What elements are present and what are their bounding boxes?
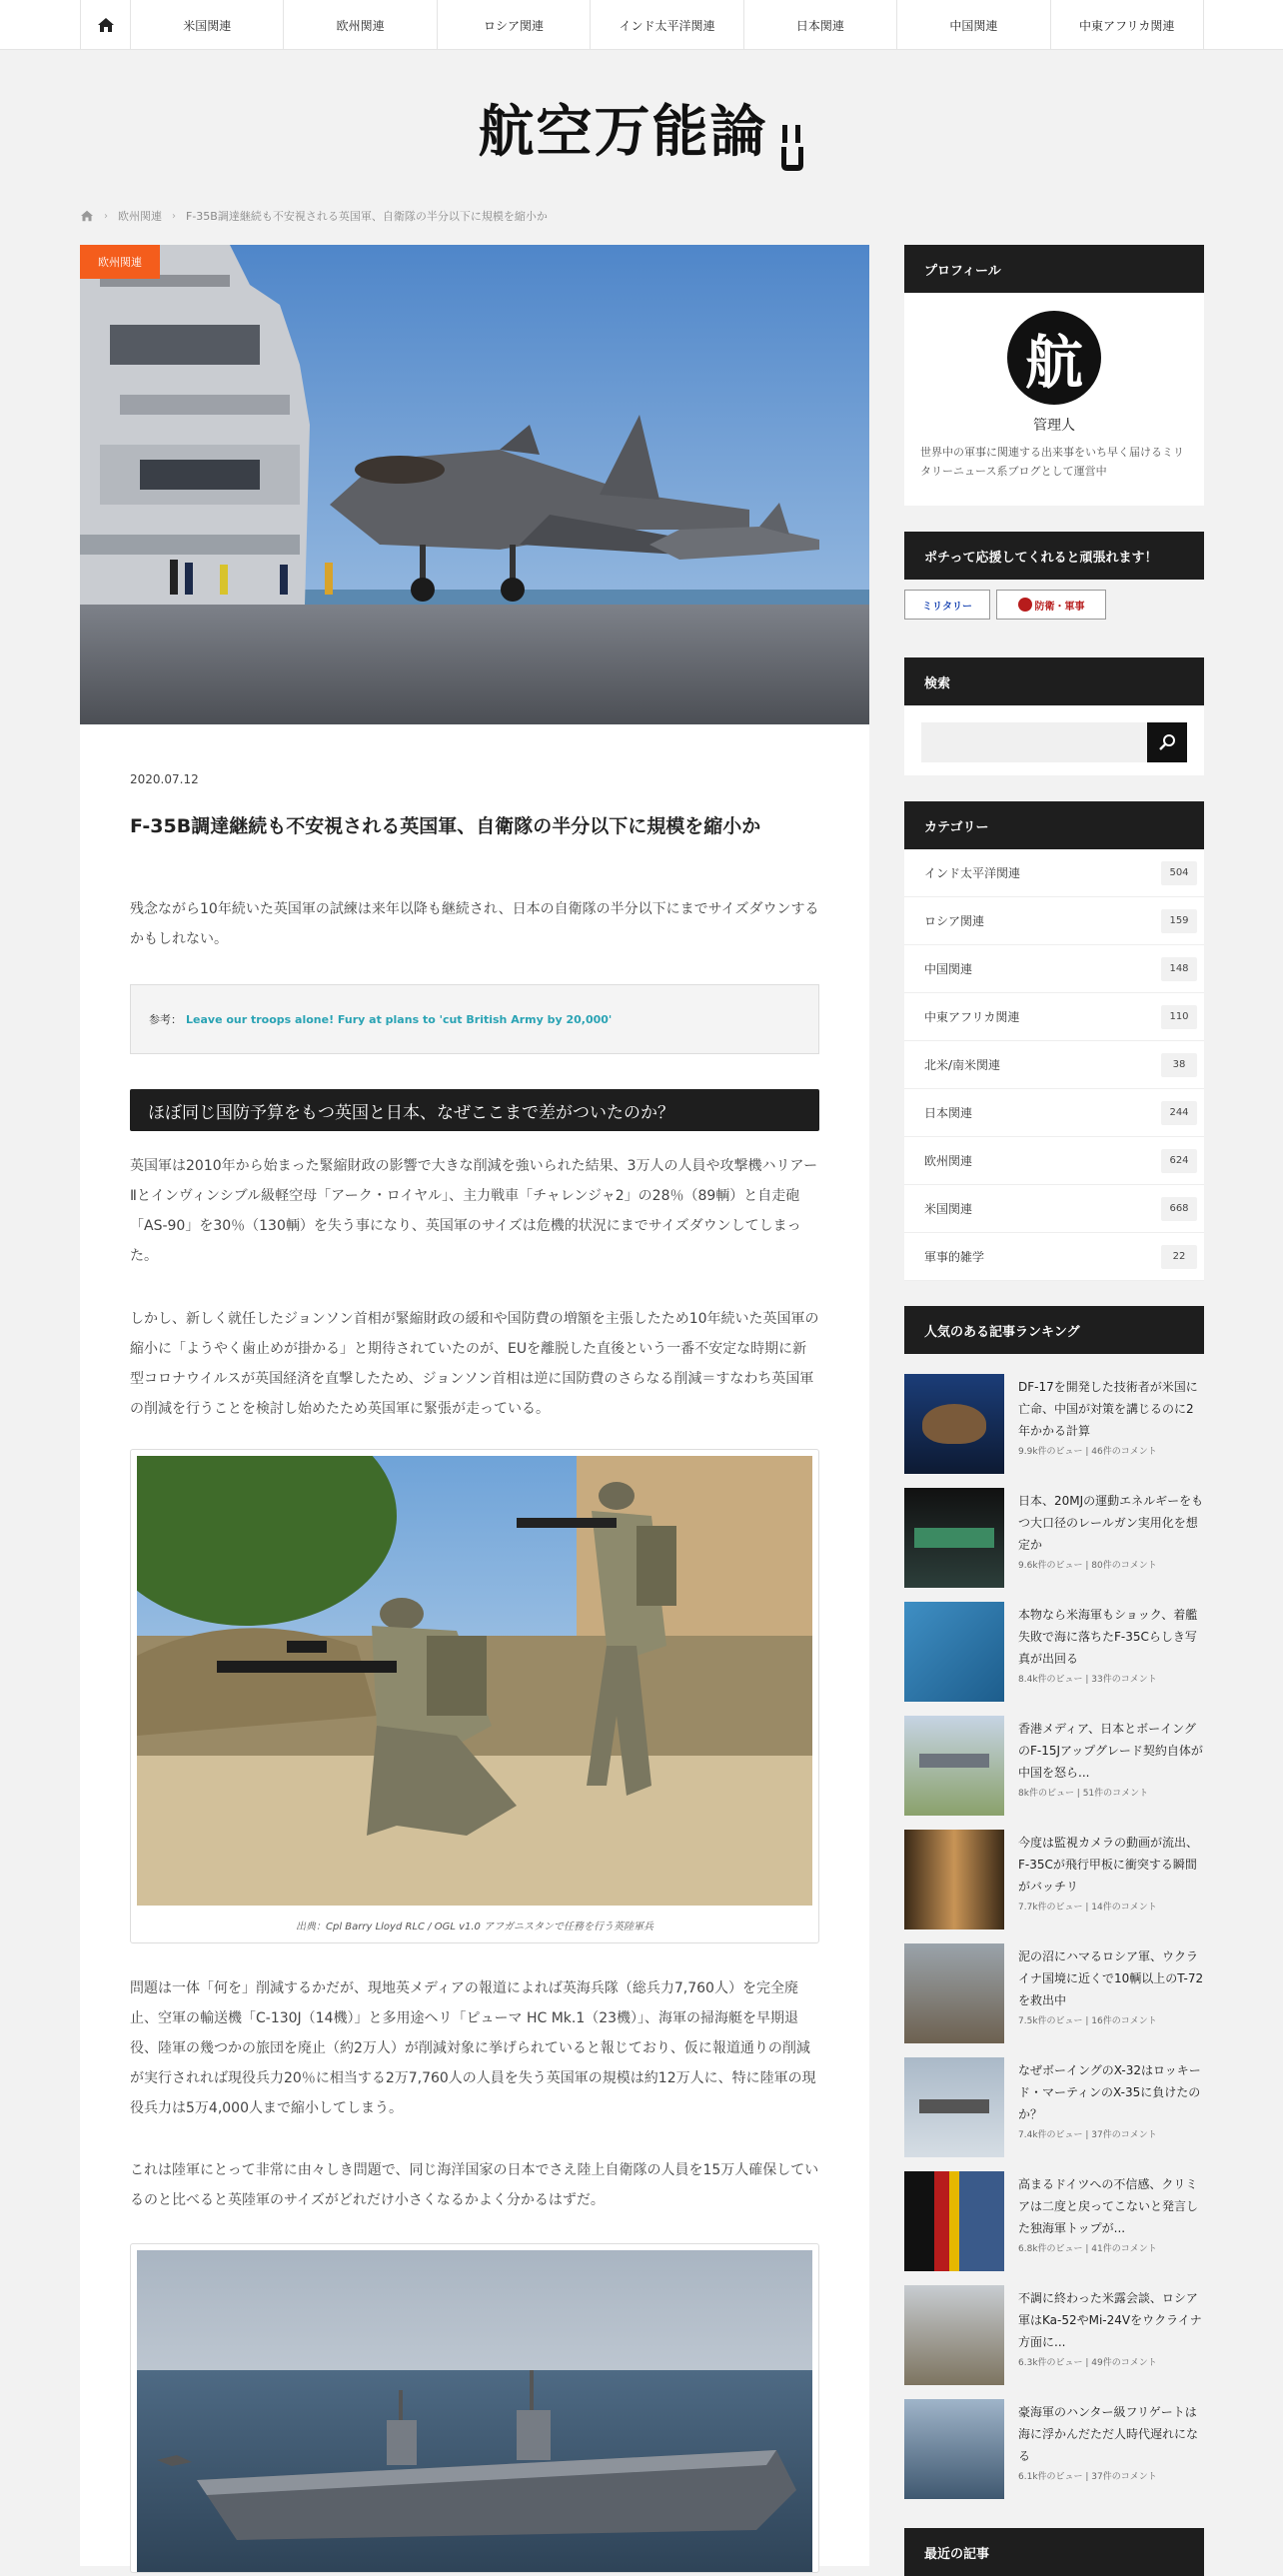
ranking-meta: 7.5k件のビュー | 16件のコメント	[1018, 2016, 1157, 2026]
hero-image	[80, 245, 869, 724]
category-name: 日本関連	[924, 1106, 973, 1120]
figure	[130, 2243, 819, 2573]
category-name: インド太平洋関連	[924, 866, 1021, 880]
nav-item-indo-pacific[interactable]: インド太平洋関連	[591, 0, 743, 50]
breadcrumb-category[interactable]: 欧州関連	[118, 210, 162, 223]
ranking-title: 今度は監視カメラの動画が流出、F-35Cが飛行甲板に衝突する瞬間がバッチリ	[1018, 1836, 1199, 1894]
category-list	[904, 849, 1204, 1281]
paragraph: これは陸軍にとって非常に由々しき問題で、同じ海洋国家の日本でさえ陸上自衛隊の人員を15万人確保しているのと比べると英陸軍のサイズがどれだけ小さくなるかよく分かるはずだ。	[130, 2162, 819, 2208]
reference-box	[130, 984, 819, 1054]
recent-widget	[904, 2528, 1204, 2576]
ranking-item[interactable]	[904, 2057, 1204, 2171]
widget-heading: 人気のある記事ランキング	[904, 1306, 1204, 1354]
profile-body	[904, 293, 1204, 506]
ranking-item[interactable]	[904, 1602, 1204, 1716]
ranking-item[interactable]	[904, 1374, 1204, 1488]
ranking-meta: 8.4k件のビュー | 33件のコメント	[1018, 1675, 1157, 1685]
category-item[interactable]	[904, 993, 1204, 1041]
post-lead: 残念ながら10年続いた英国軍の試練は来年以降も継続され、日本の自衛隊の半分以下にまでサイズダウンするかもしれない。	[130, 901, 819, 947]
ranking-title: 香港メディア、日本とボーイングのF-15Jアップグレード契約自体が中国を怒ら...	[1018, 1722, 1203, 1780]
ranking-title: DF-17を開発した技術者が米国に亡命、中国が対策を講じるのに2年かかる計算	[1018, 1380, 1198, 1438]
category-name: ロシア関連	[924, 914, 985, 928]
category-name: 中東アフリカ関連	[924, 1010, 1020, 1024]
thumbnail	[904, 2399, 1004, 2499]
widget-heading: カテゴリー	[904, 801, 1204, 849]
profile-description: 世界中の軍事に関連する出来事をいち早く届けるミリタリーニュース系ブログとして運営中	[920, 446, 1184, 478]
ranking-item[interactable]	[904, 1830, 1204, 1943]
category-name: 中国関連	[924, 962, 973, 976]
paragraph: 英国軍は2010年から始まった緊縮財政の影響で大きな削減を強いられた結果、3万人の人員や攻撃機ハリアーⅡとインヴィンシブル級軽空母「アーク・ロイヤル」、主力戦車「チャレンジャ2」の28％（89輌）と自走砲「AS-90」を30％（130輌）を失う事になり、英国軍のサイズは危機的状況にまでサイズダウンしてしまった。	[130, 1158, 818, 1264]
category-count: 244	[1161, 1101, 1197, 1125]
ranking-widget	[904, 1306, 1204, 2513]
category-item[interactable]	[904, 1089, 1204, 1137]
category-item[interactable]	[904, 849, 1204, 897]
chevron-right-icon: ›	[104, 210, 108, 222]
category-count: 148	[1161, 957, 1197, 981]
ranking-meta: 7.4k件のビュー | 37件のコメント	[1018, 2130, 1157, 2140]
category-count: 22	[1161, 1245, 1197, 1269]
category-item[interactable]	[904, 897, 1204, 945]
logo-text: 航空万能論	[478, 100, 768, 165]
search-widget	[904, 657, 1204, 775]
article	[80, 245, 869, 2566]
ranking-meta: 7.7k件のビュー | 14件のコメント	[1018, 1903, 1157, 1913]
ranking-meta: 9.6k件のビュー | 80件のコメント	[1018, 1561, 1157, 1571]
paragraph: 問題は一体「何を」削減するかだが、現地英メディアの報道によれば英海兵隊（総兵力7,760人）を完全廃止、空軍の輸送機「C-130J（14機）」と多用途ヘリ「ピューマ HC Mk.1（23機）」、海軍の掃海艇を早期退役、陸軍の幾つかの旅団を廃止（約2万人）が削減対象に挙げられていると報じており、仮に報道通りの削減が実行されれば現役兵力20％に相当する2万7,760人の人員を失う英国軍の規模は約12万人に、特に陸軍の現役兵力は5万4,000人まで縮小してしまう。	[130, 1980, 816, 2116]
home-icon[interactable]	[80, 210, 94, 222]
category-item[interactable]	[904, 1041, 1204, 1089]
ranking-list	[904, 1354, 1204, 2513]
home-button[interactable]	[81, 0, 131, 50]
avatar: 航	[1007, 311, 1101, 405]
paragraph: しかし、新しく就任したジョンソン首相が緊縮財政の緩和や国防費の増額を主張したため10年続いた英国軍の縮小に「ようやく歯止めが掛かる」と期待されていたのが、EUを離脱した直後という一番不安定な時期に新型コロナウイルスが英国経済を直撃したため、ジョンソン首相は逆に国防費のさらなる削減＝すなわち英国軍の削減を行うことを検討し始めたため英国軍に緊張が走っている。	[130, 1311, 819, 1417]
search-button[interactable]	[1147, 722, 1187, 762]
thumbnail	[904, 1830, 1004, 1930]
search-input[interactable]	[921, 722, 1147, 762]
nav-item-europe[interactable]: 欧州関連	[284, 0, 437, 50]
ranking-meta: 6.1k件のビュー | 37件のコメント	[1018, 2472, 1157, 2482]
search-icon	[1158, 733, 1176, 751]
widget-heading: 検索	[904, 657, 1204, 705]
banner-label: 防衛・軍事	[1034, 601, 1085, 613]
category-count: 504	[1161, 861, 1197, 885]
ranking-banner-defense[interactable]	[996, 590, 1106, 620]
category-badge[interactable]: 欧州関連	[80, 245, 160, 279]
category-widget	[904, 801, 1204, 1281]
ranking-title: 泥の沼にハマるロシア軍、ウクライナ国境に近くで10輌以上のT-72を救出中	[1018, 1949, 1204, 2007]
hero-photo	[80, 245, 869, 724]
logo-mark-icon	[779, 121, 805, 173]
widget-heading: プロフィール	[904, 245, 1204, 293]
ranking-title: 本物なら米海軍もショック、着艦失敗で海に落ちたF-35Cらしき写真が出回る	[1018, 1608, 1198, 1666]
top-nav	[0, 0, 1283, 50]
category-name: 欧州関連	[924, 1154, 973, 1168]
widget-heading: ポチって応援してくれると頑張れます！	[904, 532, 1204, 580]
nav-item-japan[interactable]: 日本関連	[744, 0, 897, 50]
ranking-title: なぜボーイングのX-32はロッキード・マーティンのX-35に負けたのか？	[1018, 2063, 1201, 2121]
ranking-meta: 6.8k件のビュー | 41件のコメント	[1018, 2244, 1157, 2254]
ranking-item[interactable]	[904, 2171, 1204, 2285]
ranking-banner-military[interactable]: ミリタリー	[904, 590, 990, 620]
thumbnail	[904, 1374, 1004, 1474]
section-heading: ほぼ同じ国防予算をもつ英国と日本、なぜここまで差がついたのか？	[130, 1089, 819, 1131]
banner-row	[904, 580, 1204, 628]
category-item[interactable]	[904, 1185, 1204, 1233]
figure-caption: 出典：Cpl Barry Lloyd RLC / OGL v1.0 アフガニスタンで任務を行う英陸軍兵	[295, 1922, 653, 1932]
chevron-right-icon: ›	[172, 210, 176, 222]
thumbnail	[904, 2285, 1004, 2385]
thumbnail	[904, 2057, 1004, 2157]
reference-label: 参考：	[149, 1013, 182, 1026]
category-name: 軍事的雑学	[924, 1250, 985, 1264]
post-title: F-35B調達継続も不安視される英国軍、自衛隊の半分以下に規模を縮小か	[130, 815, 761, 837]
ranking-item[interactable]	[904, 2399, 1204, 2513]
top-nav-inner	[80, 0, 1204, 50]
search-form	[904, 705, 1204, 775]
category-name: 米国関連	[924, 1202, 973, 1216]
ranking-title: 日本、20MJの運動エネルギーをもつ大口径のレールガン実用化を想定か	[1018, 1494, 1204, 1552]
nav-item-russia[interactable]: ロシア関連	[438, 0, 591, 50]
thumbnail	[904, 2171, 1004, 2271]
banner-logo-icon	[1018, 598, 1032, 612]
ranking-item[interactable]	[904, 1488, 1204, 1602]
thumbnail	[904, 1602, 1004, 1702]
category-item[interactable]	[904, 945, 1204, 993]
ranking-meta: 9.9k件のビュー | 46件のコメント	[1018, 1447, 1157, 1457]
profile-widget	[904, 245, 1204, 506]
ranking-title: 不調に終わった米露会談、ロシア軍はKa-52やMi-24Vをウクライナ方面に...	[1018, 2291, 1202, 2349]
category-count: 624	[1161, 1149, 1197, 1173]
thumbnail	[904, 1943, 1004, 2043]
ranking-title: 高まるドイツへの不信感、クリミアは二度と戻ってこないと発言した独海軍トップが...	[1018, 2177, 1199, 2235]
site-logo[interactable]	[0, 88, 1283, 173]
nav-item-china[interactable]: 中国関連	[897, 0, 1050, 50]
category-count: 668	[1161, 1197, 1197, 1221]
ranking-meta: 8k件のビュー | 51件のコメント	[1018, 1789, 1149, 1799]
soldiers-photo	[137, 1456, 812, 1906]
ranking-title: 豪海軍のハンター級フリゲートは海に浮かんだただ人時代遅れになる	[1018, 2405, 1199, 2463]
ranking-meta: 6.3k件のビュー | 49件のコメント	[1018, 2358, 1157, 2368]
home-icon	[97, 17, 115, 33]
figure	[130, 1449, 819, 1943]
category-count: 159	[1161, 909, 1197, 933]
ranking-item[interactable]	[904, 2285, 1204, 2399]
widget-heading: 最近の記事	[904, 2528, 1204, 2576]
category-count: 110	[1161, 1005, 1197, 1029]
ranking-item[interactable]	[904, 1943, 1204, 2057]
ranking-item[interactable]	[904, 1716, 1204, 1830]
category-count: 38	[1161, 1053, 1197, 1077]
carrier-photo	[137, 2250, 812, 2573]
thumbnail	[904, 1488, 1004, 1588]
nav-item-middle-east-africa[interactable]: 中東アフリカ関連	[1051, 0, 1204, 50]
category-name: 北米/南米関連	[924, 1058, 1001, 1072]
profile-name: 管理人	[1033, 418, 1075, 434]
nav-item-us[interactable]: 米国関連	[131, 0, 284, 50]
breadcrumb-current: F-35B調達継続も不安視される英国軍、自衛隊の半分以下に規模を縮小か	[186, 210, 548, 223]
breadcrumb	[80, 206, 548, 226]
reference-link[interactable]: Leave our troops alone! Fury at plans to 'cut British Army by 20,000'	[186, 1012, 613, 1026]
support-widget	[904, 532, 1204, 628]
category-item[interactable]	[904, 1137, 1204, 1185]
post-date: 2020.07.12	[130, 772, 199, 786]
thumbnail	[904, 1716, 1004, 1816]
category-item[interactable]	[904, 1233, 1204, 1281]
